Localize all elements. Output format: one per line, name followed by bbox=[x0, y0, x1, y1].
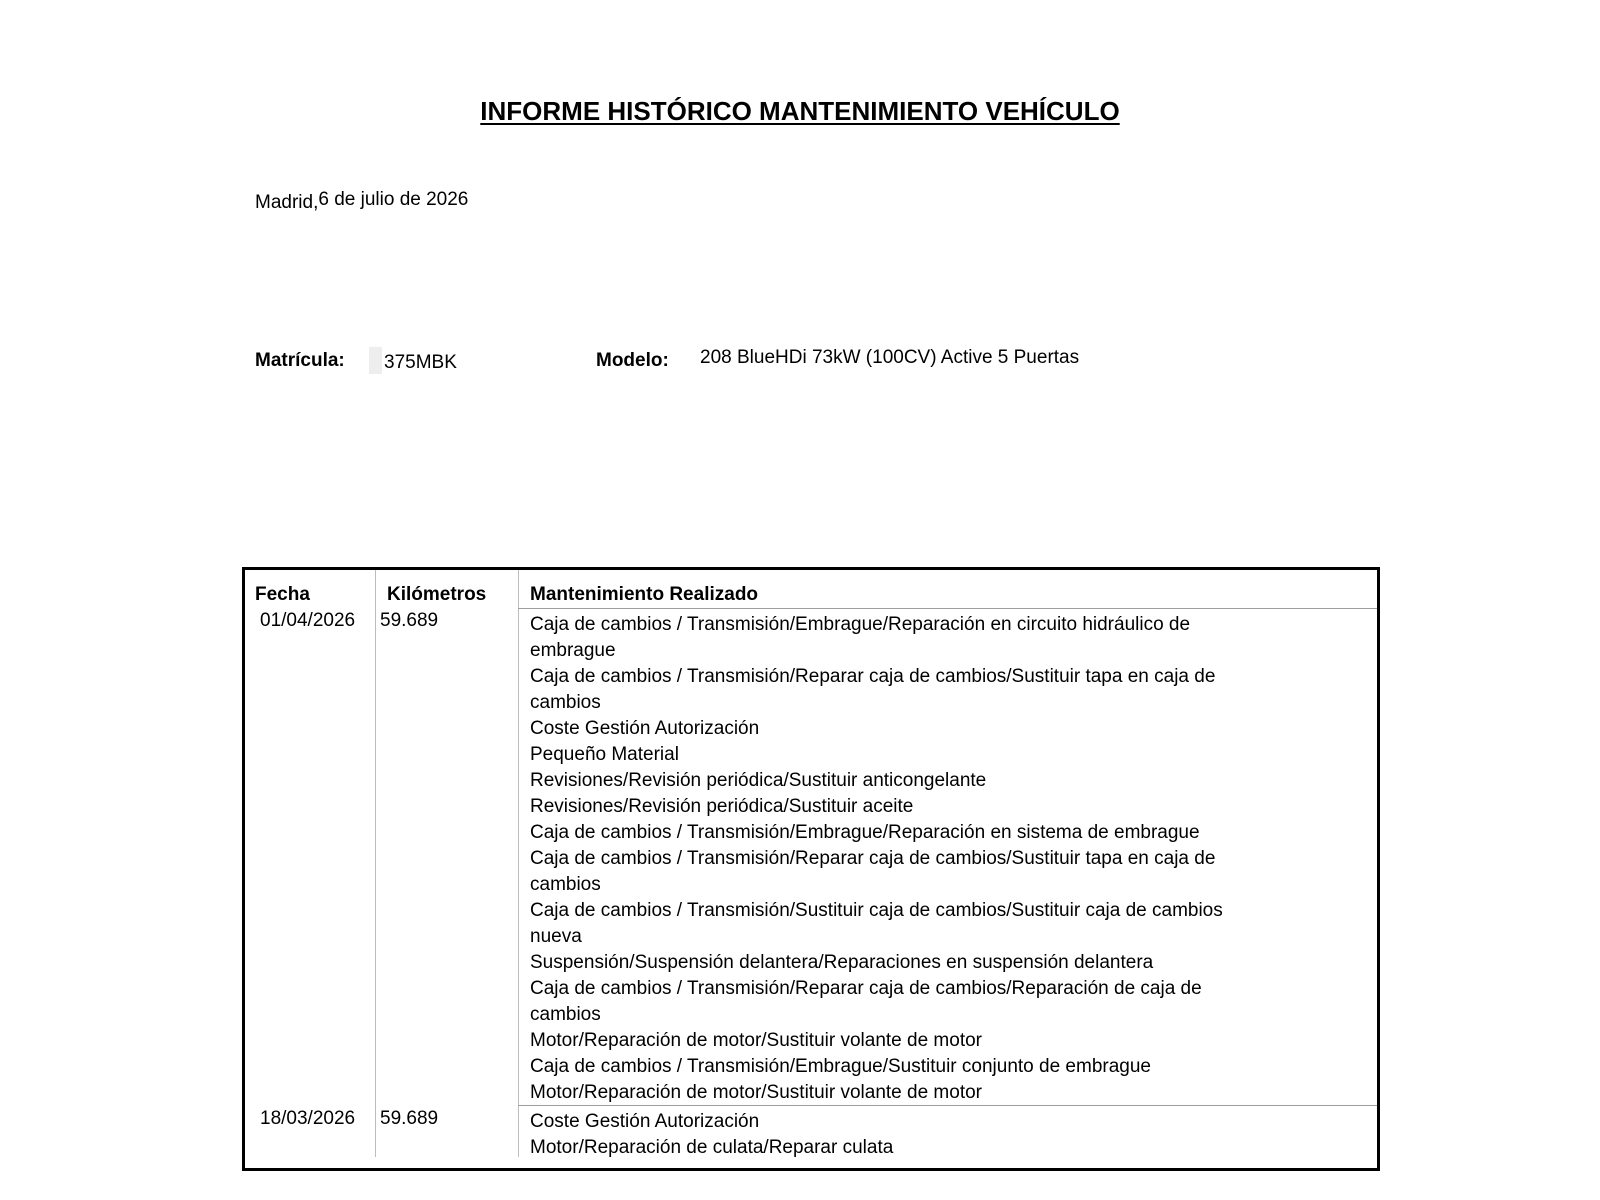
list-item: Caja de cambios / Transmisión/Embrague/Reparación en sistema de embrague bbox=[530, 822, 1200, 843]
header-work: Mantenimiento Realizado bbox=[530, 584, 759, 605]
plate-value: 375MBK bbox=[369, 347, 457, 374]
plate-label: Matrícula: bbox=[255, 350, 345, 371]
header-km: Kilómetros bbox=[387, 584, 487, 605]
model-label: Modelo: bbox=[596, 350, 669, 371]
header-date: Fecha bbox=[255, 584, 310, 605]
list-item: Caja de cambios / Transmisión/Sustituir caja de cambios/Sustituir caja de cambios nueva bbox=[530, 900, 1223, 947]
list-item: Motor/Reparación de motor/Sustituir volante de motor bbox=[530, 1030, 982, 1051]
list-item: Coste Gestión Autorización bbox=[530, 718, 760, 739]
place-date bbox=[255, 189, 468, 211]
row-2-date: 18/03/2026 bbox=[260, 1108, 356, 1129]
row-1-date: 01/04/2026 bbox=[260, 610, 356, 631]
report-place: Madrid, bbox=[255, 192, 319, 213]
column-divider-km bbox=[518, 570, 519, 1157]
header-row-line bbox=[518, 608, 1377, 609]
list-item: Caja de cambios / Transmisión/Reparar caja de cambios/Sustituir tapa en caja de cambios bbox=[530, 666, 1216, 713]
list-item: Motor/Reparación de motor/Sustituir volante de motor bbox=[530, 1082, 982, 1103]
row-1-work-list bbox=[530, 612, 1230, 1106]
column-divider-date bbox=[375, 570, 376, 1157]
model-value: 208 BlueHDi 73kW (100CV) Active 5 Puertas bbox=[700, 347, 1080, 368]
list-item: Caja de cambios / Transmisión/Embrague/Sustituir conjunto de embrague bbox=[530, 1056, 1151, 1077]
row-1-km: 59.689 bbox=[380, 610, 439, 631]
list-item: Coste Gestión Autorización bbox=[530, 1111, 760, 1132]
maintenance-table bbox=[242, 567, 1380, 1171]
list-item: Caja de cambios / Transmisión/Reparar caja de cambios/Reparación de caja de cambios bbox=[530, 978, 1202, 1025]
list-item: Caja de cambios / Transmisión/Embrague/Reparación en circuito hidráulico de embrague bbox=[530, 614, 1191, 661]
list-item: Revisiones/Revisión periódica/Sustituir aceite bbox=[530, 796, 914, 817]
list-item: Motor/Reparación de culata/Reparar culata bbox=[530, 1137, 894, 1158]
report-title: INFORME HISTÓRICO MANTENIMIENTO VEHÍCULO bbox=[480, 96, 1120, 126]
row-2-km: 59.689 bbox=[380, 1108, 439, 1129]
list-item: Suspensión/Suspensión delantera/Reparaciones en suspensión delantera bbox=[530, 952, 1154, 973]
list-item: Caja de cambios / Transmisión/Reparar caja de cambios/Sustituir tapa en caja de cambios bbox=[530, 848, 1216, 895]
list-item: Revisiones/Revisión periódica/Sustituir anticongelante bbox=[530, 770, 987, 791]
report-date: 6 de julio de 2026 bbox=[318, 189, 469, 210]
highlight-mark bbox=[369, 347, 382, 374]
row-2-work-list bbox=[530, 1109, 1230, 1161]
list-item: Pequeño Material bbox=[530, 744, 679, 765]
